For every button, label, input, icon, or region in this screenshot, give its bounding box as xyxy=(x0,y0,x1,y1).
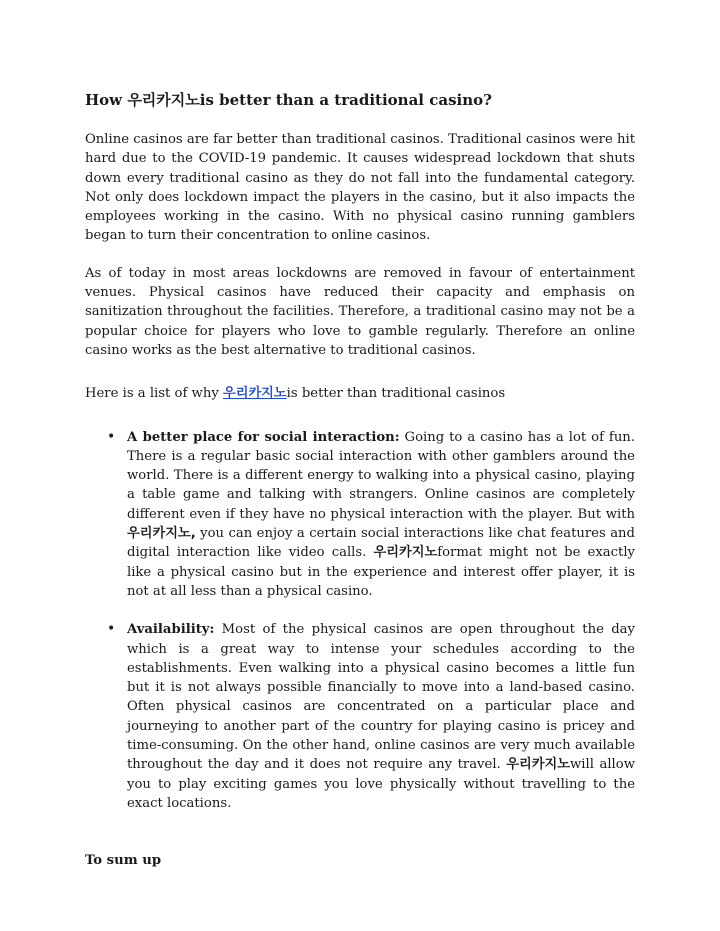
list-intro-suffix: is better than traditional casinos xyxy=(286,386,506,402)
title-brand: 우리카지노 xyxy=(127,91,200,109)
bullet-icon: • xyxy=(107,428,116,445)
reasons-list xyxy=(85,428,635,814)
title-suffix: is better than a traditional casino? xyxy=(199,91,492,109)
bullet-lead: Availability: xyxy=(127,622,215,638)
bullet-text: Most of the physical casinos are open throughout the day which is a great way to intense your schedules according to the establishments. Even walking into a physical casino becomes a little fun but it is not always possible financially to move into a land-based casino. Often physical casinos are concentrated on a particular place and journeying to another part of the country for playing casino is pricey and time-consuming. On the other hand, online casinos are very much available throughout the day and it does not require any travel. xyxy=(127,622,635,773)
paragraph-lockdowns: As of today in most areas lockdowns are removed in favour of entertainment venues. Physical casinos have reduced their capacity and emphasis on sanitization throughout the facilities. Therefore, a traditional casino may not be a popular choice for players who love to gamble regularly. Therefore an online casino works as the best alternative to traditional casinos. xyxy=(85,265,635,358)
list-intro xyxy=(85,384,635,403)
bullet-text: format might not be exactly like a physical casino but in the experience and interest offer player, it is not at all less than a physical casino. xyxy=(127,545,636,599)
bullet-brand: 우리카지노 xyxy=(373,545,438,561)
list-item xyxy=(85,428,635,602)
bullet-brand: 우리카지노 xyxy=(506,757,570,773)
page-title xyxy=(85,90,635,110)
bullet-text: will allow you to play exciting games you love physically without travelling to the exact locations. xyxy=(127,757,635,811)
list-intro-prefix: Here is a list of why xyxy=(85,386,223,402)
document-page xyxy=(85,90,635,889)
bullet-brand: 우리카지노, xyxy=(127,526,196,542)
section-heading-sum-up: To sum up xyxy=(85,853,162,869)
bullet-lead: A better place for social interaction: xyxy=(127,429,400,445)
list-item xyxy=(85,620,635,813)
paragraph-covid: Online casinos are far better than traditional casinos. Traditional casinos were hit hard due to the COVID-19 pandemic. It causes widespread lockdown that shuts down every traditional casino as they do not fall into the fundamental category. Not only does lockdown impact the players in the casino, but it also impacts the employees working in the casino. With no physical casino running gamblers began to turn their concentration to online casinos. xyxy=(85,132,635,244)
bullet-text: you can enjoy a certain social interactions like chat features and digital interaction like video calls. xyxy=(127,526,635,561)
title-prefix: How xyxy=(85,91,128,109)
bullet-icon: • xyxy=(107,621,116,638)
brand-link[interactable]: 우리카지노 xyxy=(222,386,287,402)
bullet-text: Going to a casino has a lot of fun. There is a regular basic social interaction with other gamblers around the world. There is a different energy to walking into a physical casino, playing a table game and talking with strangers. Online casinos are completely different even if they have no physical interaction with the player. But with xyxy=(127,429,635,522)
